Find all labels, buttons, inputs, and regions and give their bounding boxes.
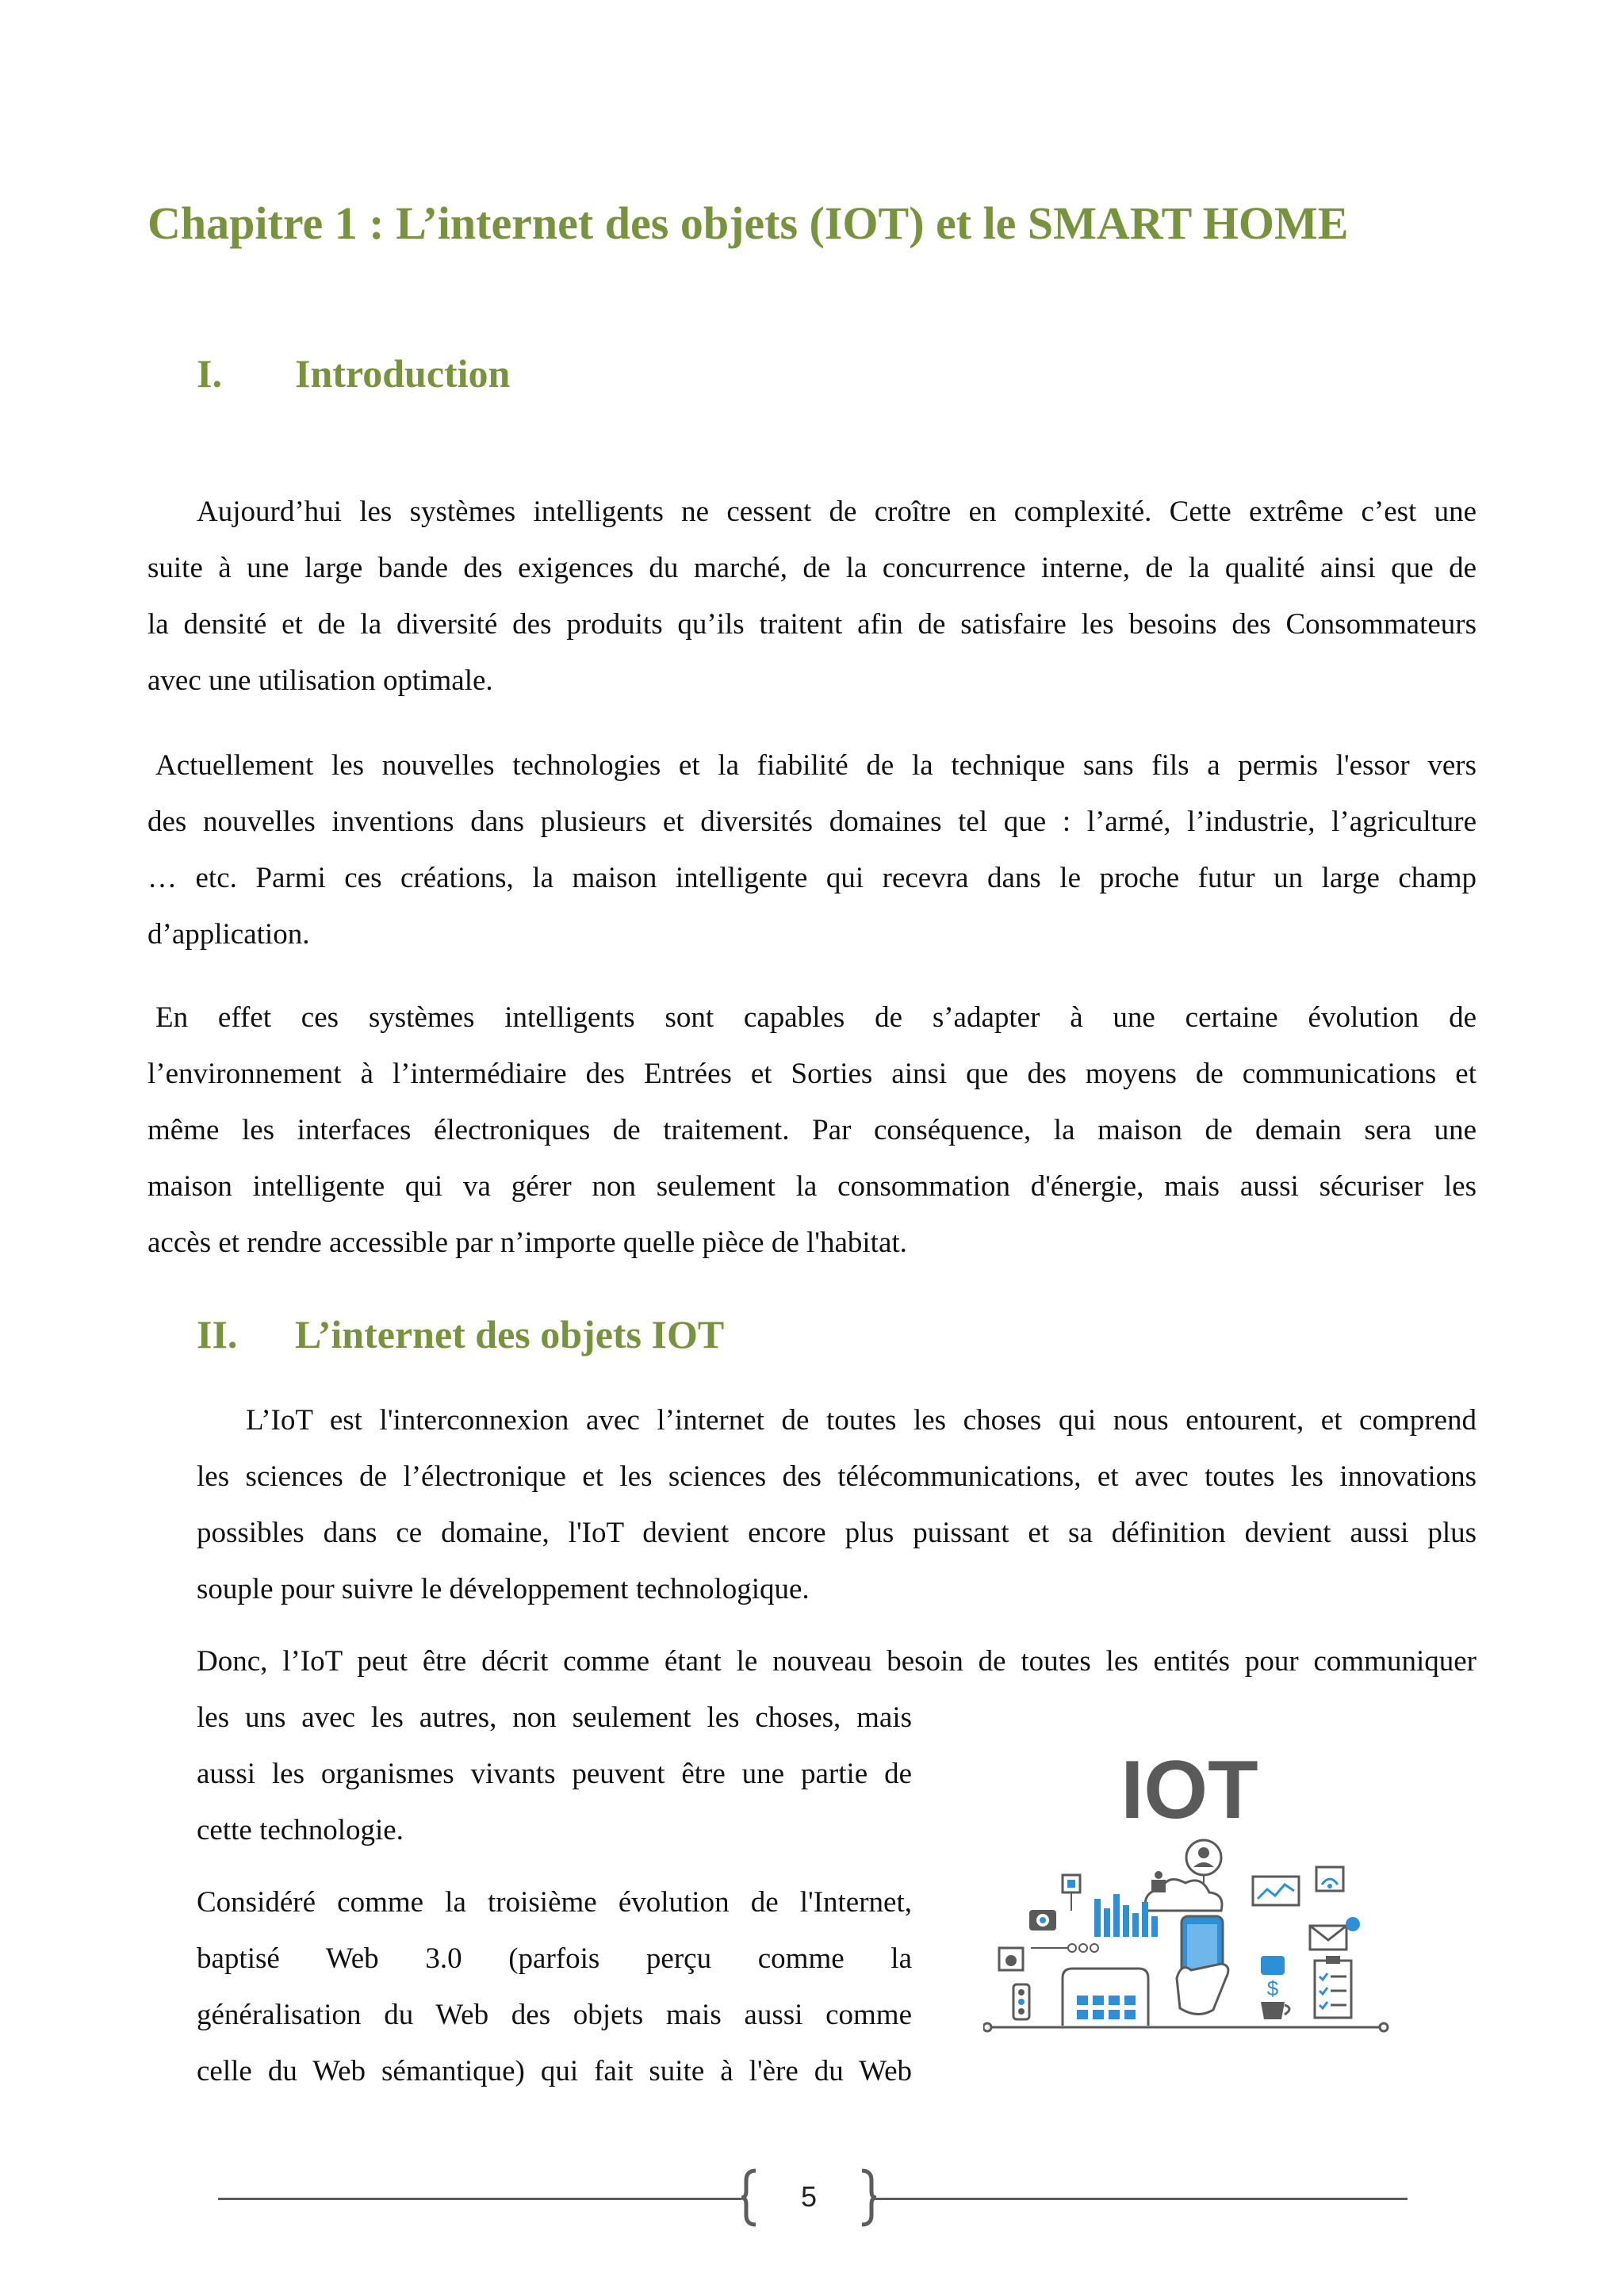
text-line: des nouvelles inventions dans plusieurs et diversités domaines tel que : l’armé, l’industrie, l’agriculture	[147, 806, 1477, 838]
checklist-icon	[1315, 1956, 1351, 2018]
text-line: les sciences de l’électronique et les sciences des télécommunications, et avec toutes les innovations	[197, 1460, 1477, 1493]
money-icon	[1261, 1956, 1285, 2000]
footer-rule-right	[872, 2198, 1408, 2200]
text-line: l’environnement à l’intermédiaire des Entrées et Sorties ainsi que des moyens de communications et	[147, 1058, 1477, 1090]
text-line: L’IoT est l'interconnexion avec l’internet de toutes les choses qui nous entourent, et comprend	[246, 1404, 1477, 1437]
text-line: … etc. Parmi ces créations, la maison intelligente qui recevra dans le proche futur un large champ	[147, 862, 1477, 894]
iot-paragraph-1	[197, 1392, 1477, 1617]
page-footer	[218, 2166, 1408, 2229]
camera-icon	[1029, 1910, 1056, 1931]
washing-machine-icon	[999, 1948, 1023, 1970]
text-line: généralisation du Web des objets mais aussi comme	[197, 1999, 912, 2031]
robot-icon	[1151, 1871, 1166, 1892]
traffic-light-icon	[1013, 1984, 1029, 2019]
chapter-title: Chapitre 1 : L’internet des objets (IOT) et le SMART HOME	[147, 197, 1349, 249]
connector-dots	[1031, 1944, 1098, 1952]
text-line: même les interfaces électroniques de traitement. Par conséquence, la maison de demain sera une	[147, 1114, 1477, 1146]
hand-icon	[1177, 1964, 1228, 2015]
section-2-number: II.	[197, 1312, 238, 1357]
intro-paragraph-3	[147, 989, 1477, 1271]
text-line: les uns avec les autres, non seulement les choses, mais	[197, 1701, 912, 1734]
text-line: d’application.	[147, 918, 310, 951]
text-line: possibles dans ce domaine, l'IoT devient encore plus puissant et sa définition devient aussi plus	[197, 1517, 1477, 1549]
baseline-dot	[983, 2023, 991, 2031]
text-line: Actuellement les nouvelles technologies et la fiabilité de la technique sans fils a permis l'essor vers	[155, 749, 1477, 782]
figure-title: IOT	[1120, 1744, 1258, 1836]
building-icon	[1063, 1969, 1148, 2026]
wifi-icon	[1316, 1867, 1343, 1891]
iot-illustration	[983, 1740, 1396, 2042]
coffee-icon	[1261, 2002, 1289, 2019]
text-line: En effet ces systèmes intelligents sont capables de s’adapter à une certaine évolution de	[155, 1001, 1477, 1034]
footer-rule-left	[218, 2198, 741, 2200]
text-line: celle du Web sémantique) qui fait suite à l'ère du Web	[197, 2055, 912, 2087]
text-line: aussi les organismes vivants peuvent être une partie de	[197, 1758, 912, 1790]
page-number: 5	[800, 2180, 818, 2213]
text-line: avec une utilisation optimale.	[147, 664, 493, 697]
text-line: suite à une large bande des exigences du marché, de la concurrence interne, de la qualité ainsi que de	[147, 552, 1477, 584]
text-line: maison intelligente qui va gérer non seulement la consommation d'énergie, mais aussi sécuriser les	[147, 1170, 1477, 1203]
text-line: souple pour suivre le développement technologique.	[197, 1573, 810, 1605]
mail-icon	[1310, 1917, 1360, 1950]
text-line: accès et rendre accessible par n’importe quelle pièce de l'habitat.	[147, 1226, 907, 1259]
text-line: baptisé Web 3.0 (parfois perçu comme la	[197, 1942, 912, 1975]
svg-text:$: $	[1266, 1976, 1279, 2000]
intro-paragraph-2	[147, 737, 1477, 962]
iot-paragraph-3	[197, 1874, 912, 2099]
chart-icon	[1253, 1877, 1299, 1905]
baseline-dot	[1380, 2023, 1388, 2031]
chip-icon	[1063, 1875, 1080, 1911]
text-line: Donc, l’IoT peut être décrit comme étant le nouveau besoin de toutes les entités pour communiquer	[197, 1645, 1477, 1678]
intro-paragraph-1	[147, 484, 1477, 709]
text-line: cette technologie.	[197, 1814, 404, 1846]
text-line: la densité et de la diversité des produits qu’ils traitent afin de satisfaire les besoins des Consommateurs	[147, 608, 1477, 641]
section-2-title: L’internet des objets IOT	[295, 1312, 725, 1357]
text-line: Aujourd’hui les systèmes intelligents ne cessent de croître en complexité. Cette extrême c’est une	[197, 496, 1477, 528]
section-1-number: I.	[197, 351, 222, 396]
text-line: Considéré comme la troisième évolution de l'Internet,	[197, 1886, 912, 1919]
section-1-title: Introduction	[295, 351, 511, 396]
